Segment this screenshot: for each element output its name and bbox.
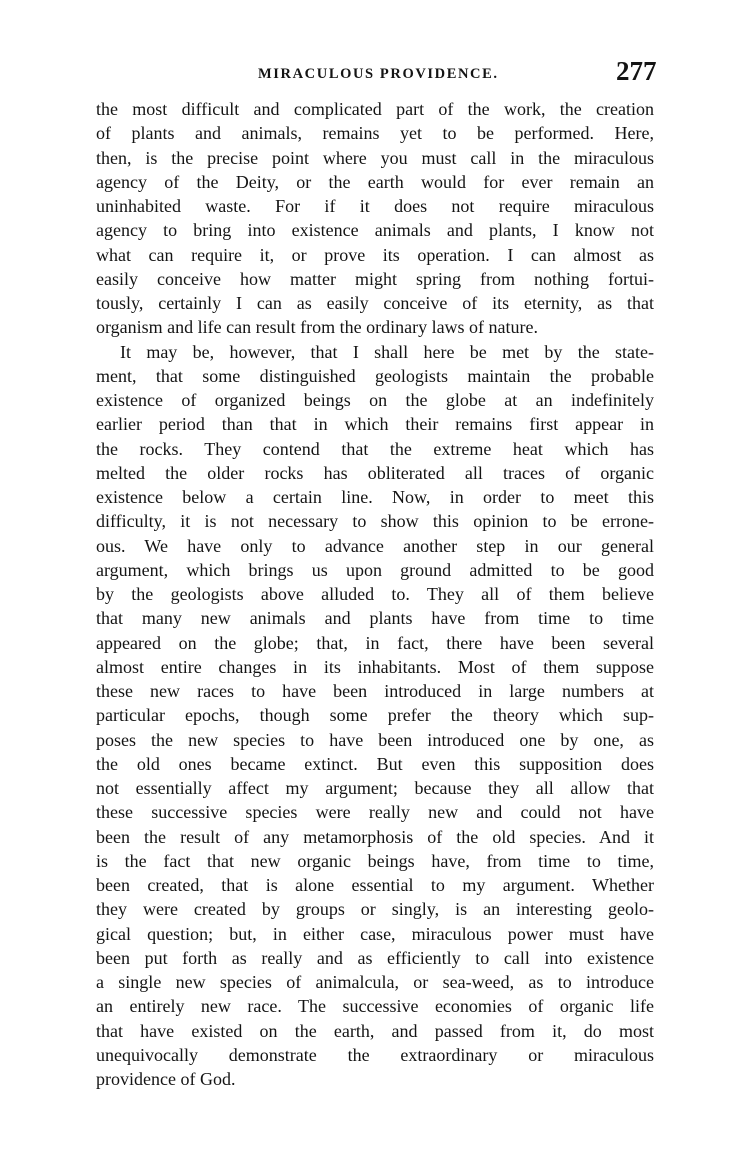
text-line: what can require it, or prove its operation. I can almost as	[96, 244, 654, 265]
text-line: difficulty, it is not necessary to show this opinion to be errone-	[96, 511, 654, 532]
text-line: the old ones became extinct. But even this supposition does	[96, 753, 654, 774]
text-line: an entirely new race. The successive economies of organic life	[96, 996, 654, 1017]
text-line: ment, that some distinguished geologists maintain the probable	[96, 365, 654, 386]
text-line: these new races to have been introduced in large numbers at	[96, 681, 654, 701]
text-line: agency of the Deity, or the earth would for ever remain an	[96, 171, 654, 192]
text-line: the most difficult and complicated part of the work, the creation	[96, 99, 654, 119]
text-line: providence of God.	[96, 1069, 236, 1089]
text-line: easily conceive how matter might spring from nothing fortui-	[96, 268, 654, 289]
paragraph	[96, 340, 654, 1092]
text-line: agency to bring into existence animals and plants, I know not	[96, 220, 654, 241]
running-head: MIRACULOUS PROVIDENCE.	[258, 66, 499, 82]
body-text	[96, 97, 654, 1091]
text-line: melted the older rocks has obliterated all traces of organic	[96, 462, 654, 483]
text-line: earlier period than that in which their remains first appear in	[96, 414, 654, 435]
text-line: unequivocally demonstrate the extraordinary or miraculous	[96, 1044, 654, 1065]
text-line: existence of organized beings on the globe at an indefinitely	[96, 390, 654, 410]
text-line: uninhabited waste. For if it does not require miraculous	[96, 196, 654, 216]
text-line: that many new animals and plants have from time to time	[96, 608, 654, 629]
text-line: argument, which brings us upon ground admitted to be good	[96, 559, 654, 580]
text-line: they were created by groups or singly, is an interesting geolo-	[96, 899, 654, 920]
text-line: these successive species were really new and could not have	[96, 802, 654, 823]
text-line: tously, certainly I can as easily conceive of its eternity, as that	[96, 293, 654, 313]
text-line: particular epochs, though some prefer the theory which sup-	[96, 705, 654, 726]
text-line: been the result of any metamorphosis of the old species. And it	[96, 826, 654, 847]
text-line: then, is the precise point where you must call in the miraculous	[96, 147, 654, 168]
text-line: is the fact that new organic beings have, from time to time,	[96, 850, 654, 871]
text-line: that have existed on the earth, and passed from it, do most	[96, 1020, 654, 1041]
text-line: gical question; but, in either case, miraculous power must have	[96, 923, 654, 944]
text-line: of plants and animals, remains yet to be performed. Here,	[96, 123, 654, 144]
text-line: It may be, however, that I shall here be met by the state-	[120, 341, 654, 362]
text-line: a single new species of animalcula, or sea-weed, as to introduce	[96, 972, 654, 992]
text-line: been put forth as really and as efficiently to call into existence	[96, 947, 654, 968]
paragraph	[96, 97, 654, 340]
text-line: by the geologists above alluded to. They all of them believe	[96, 584, 654, 604]
text-line: poses the new species to have been introduced one by one, as	[96, 729, 654, 750]
text-line: the rocks. They contend that the extreme heat which has	[96, 438, 654, 459]
text-line: been created, that is alone essential to my argument. Whether	[96, 875, 654, 895]
page-number: 277	[616, 56, 657, 86]
text-line: not essentially affect my argument; because they all allow that	[96, 778, 654, 798]
text-line: ous. We have only to advance another step in our general	[96, 535, 654, 556]
text-line: appeared on the globe; that, in fact, there have been several	[96, 632, 654, 653]
text-line: almost entire changes in its inhabitants. Most of them suppose	[96, 656, 654, 677]
text-line: organism and life can result from the ordinary laws of nature.	[96, 317, 539, 338]
text-line: existence below a certain line. Now, in order to meet this	[96, 487, 654, 507]
